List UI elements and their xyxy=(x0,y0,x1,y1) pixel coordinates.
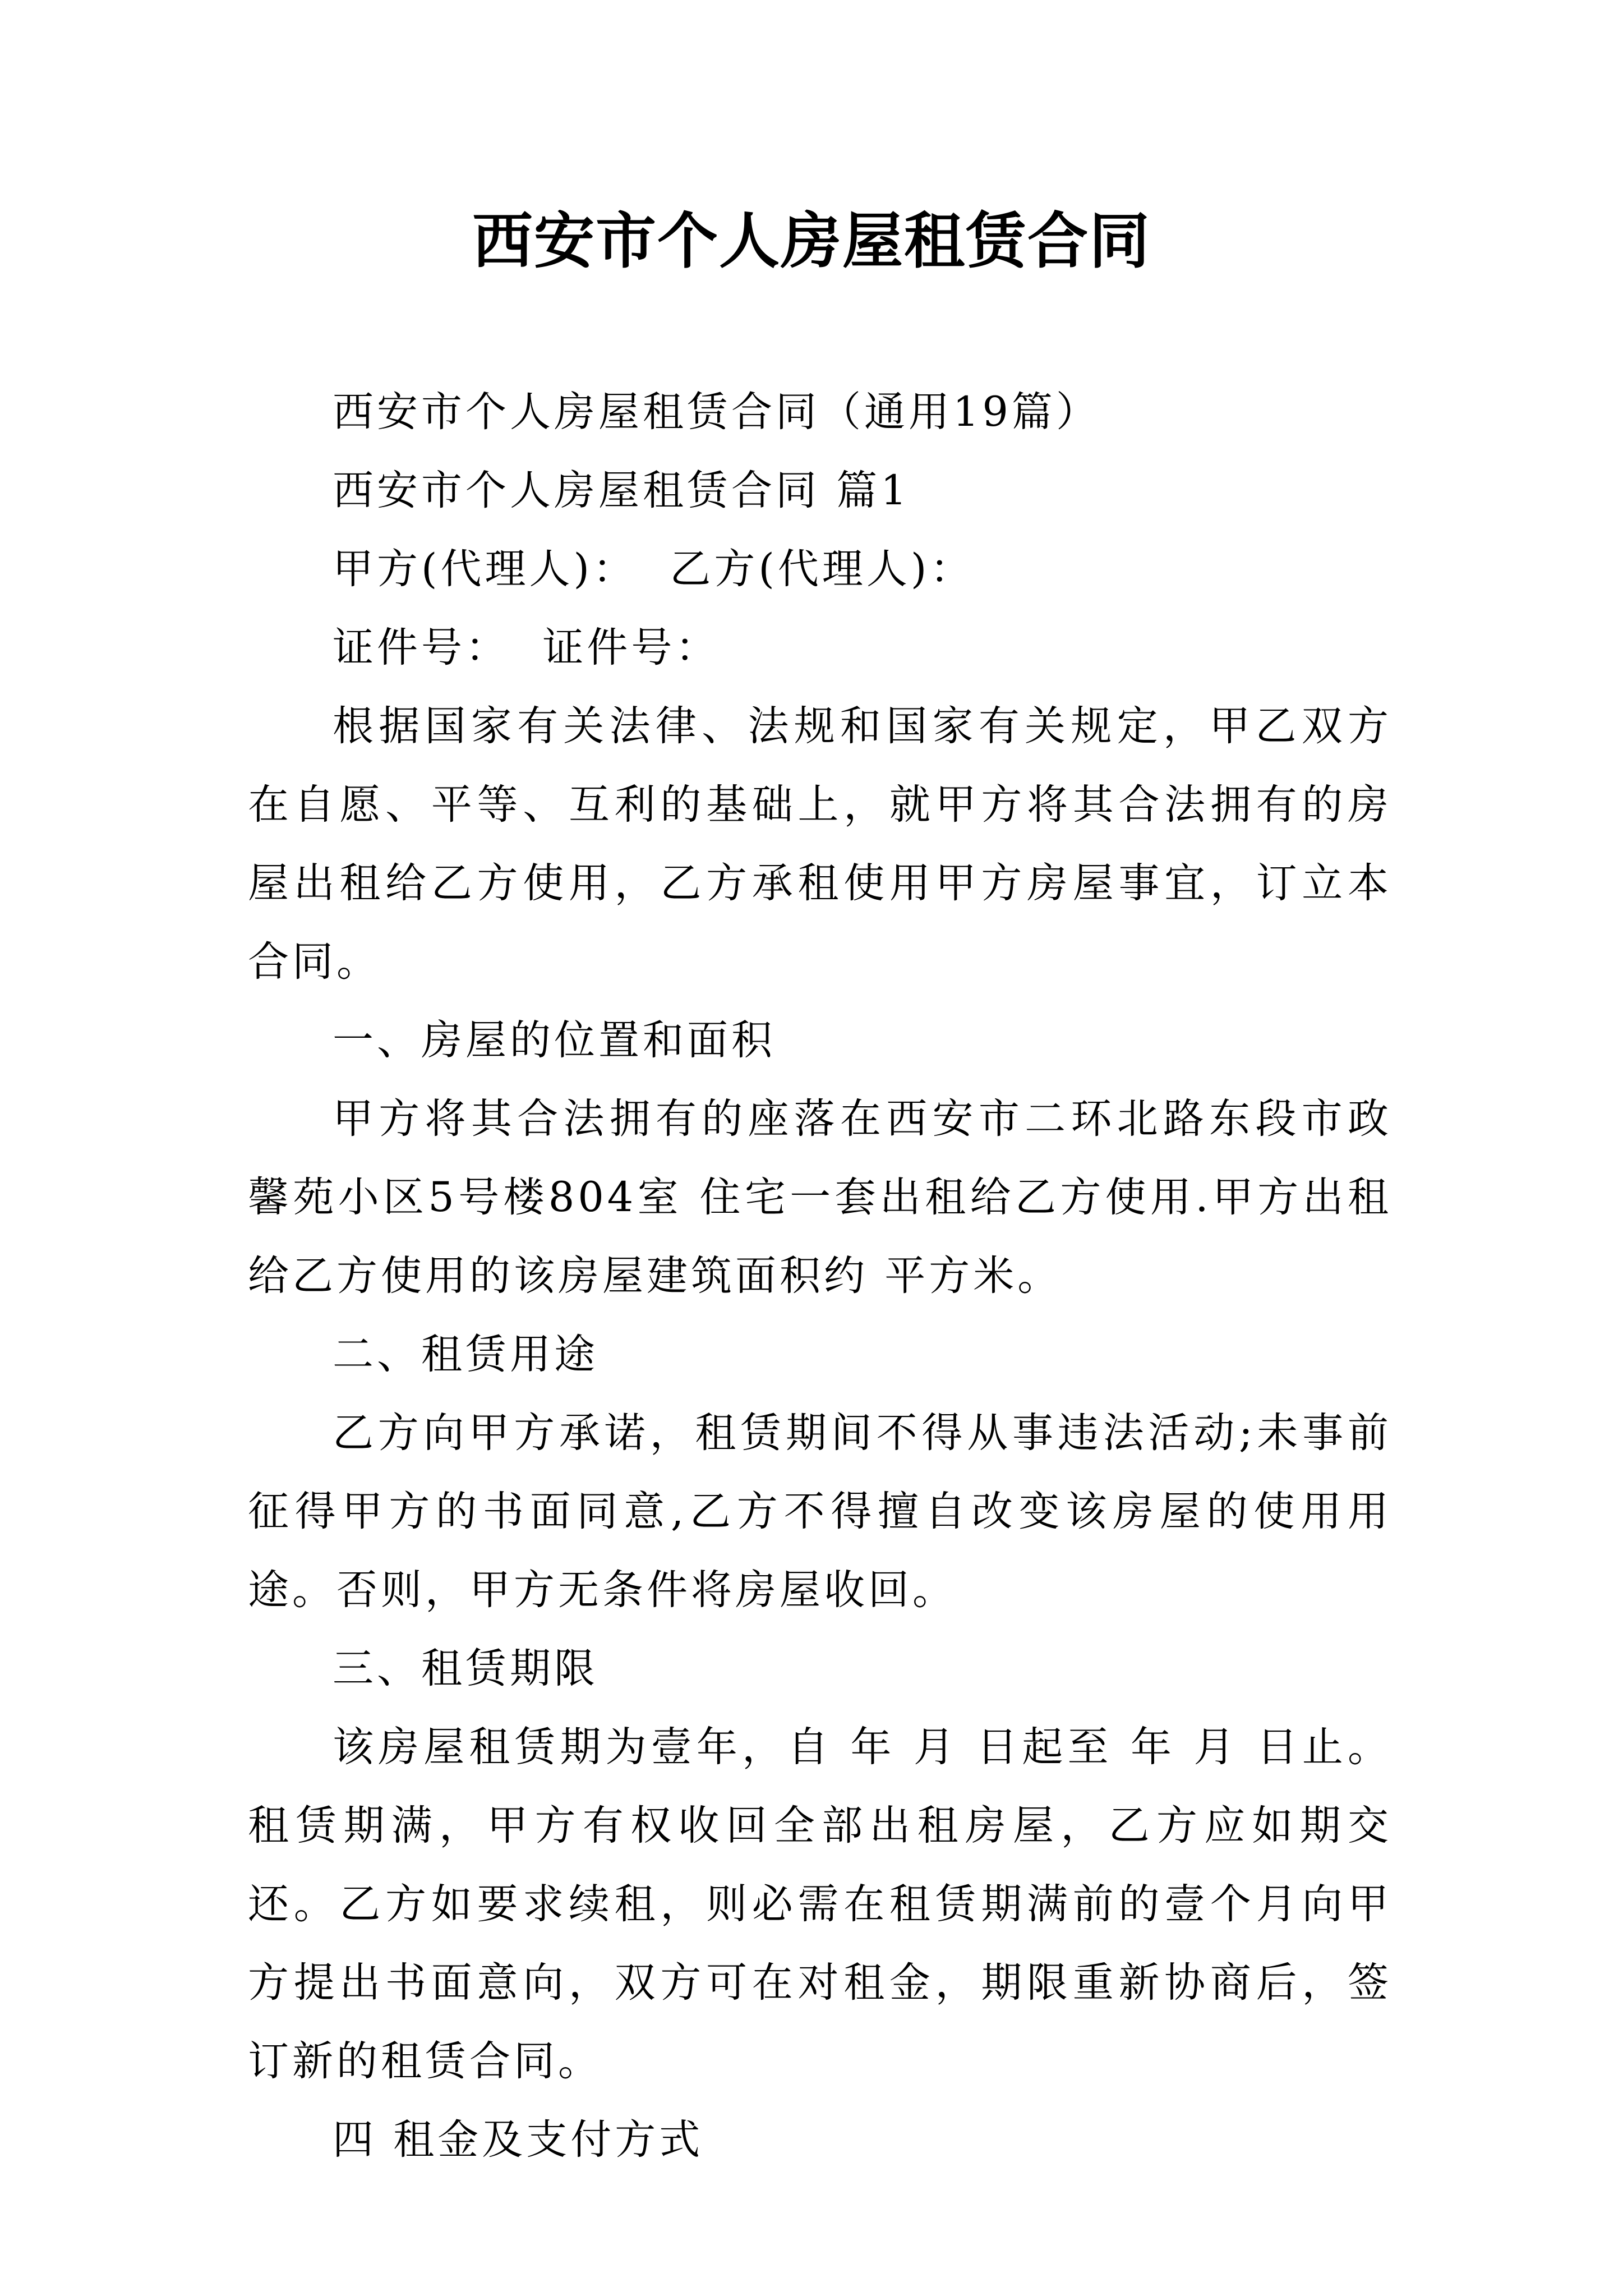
preamble-paragraph: 根据国家有关法律、法规和国家有关规定，甲乙双方在自愿、平等、互利的基础上，就甲方将其合法拥有的房屋出租给乙方使用，乙方承租使用甲方房屋事宜，订立本合同。 xyxy=(248,702,1392,986)
clause-heading-lease-term: 三、租赁期限 xyxy=(333,1645,598,1692)
clause-text-lease-purpose: 乙方向甲方承诺，租赁期间不得从事违法活动;未事前征得甲方的书面同意,乙方不得擅自改变该房屋的使用用途。否则，甲方无条件将房屋收回。 xyxy=(248,1409,1392,1614)
document-body xyxy=(248,373,1392,2179)
document-subtitle: 西安市个人房屋租赁合同（通用19篇） xyxy=(333,388,1100,436)
document-title: 西安市个人房屋租赁合同 xyxy=(472,206,1151,277)
clause-heading-rent-payment: 四 租金及支付方式 xyxy=(333,2116,704,2164)
clause-text-lease-term: 该房屋租赁期为壹年，自 年 月 日起至 年 月 日止。租赁期满，甲方有权收回全部出租房屋，乙方应如期交还。乙方如要求续租，则必需在租赁期满前的壹个月向甲方提出书面意向，双方可在对租金，期限重新协商后，签订新的租赁合同。 xyxy=(248,1723,1392,2085)
clause-text-location-area: 甲方将其合法拥有的座落在西安市二环北路东段市政馨苑小区5号楼804室 住宅一套出租给乙方使用.甲方出租给乙方使用的该房屋建筑面积约 平方米。 xyxy=(248,1095,1392,1300)
clause-heading-location-area: 一、房屋的位置和面积 xyxy=(333,1016,776,1064)
clause-heading-lease-purpose: 二、租赁用途 xyxy=(333,1331,598,1378)
section-heading-part-1: 西安市个人房屋租赁合同 篇1 xyxy=(333,467,910,514)
id-number-line: 证件号： 证件号： xyxy=(333,624,720,671)
party-representatives-line: 甲方(代理人)： 乙方(代理人)： xyxy=(333,545,975,593)
